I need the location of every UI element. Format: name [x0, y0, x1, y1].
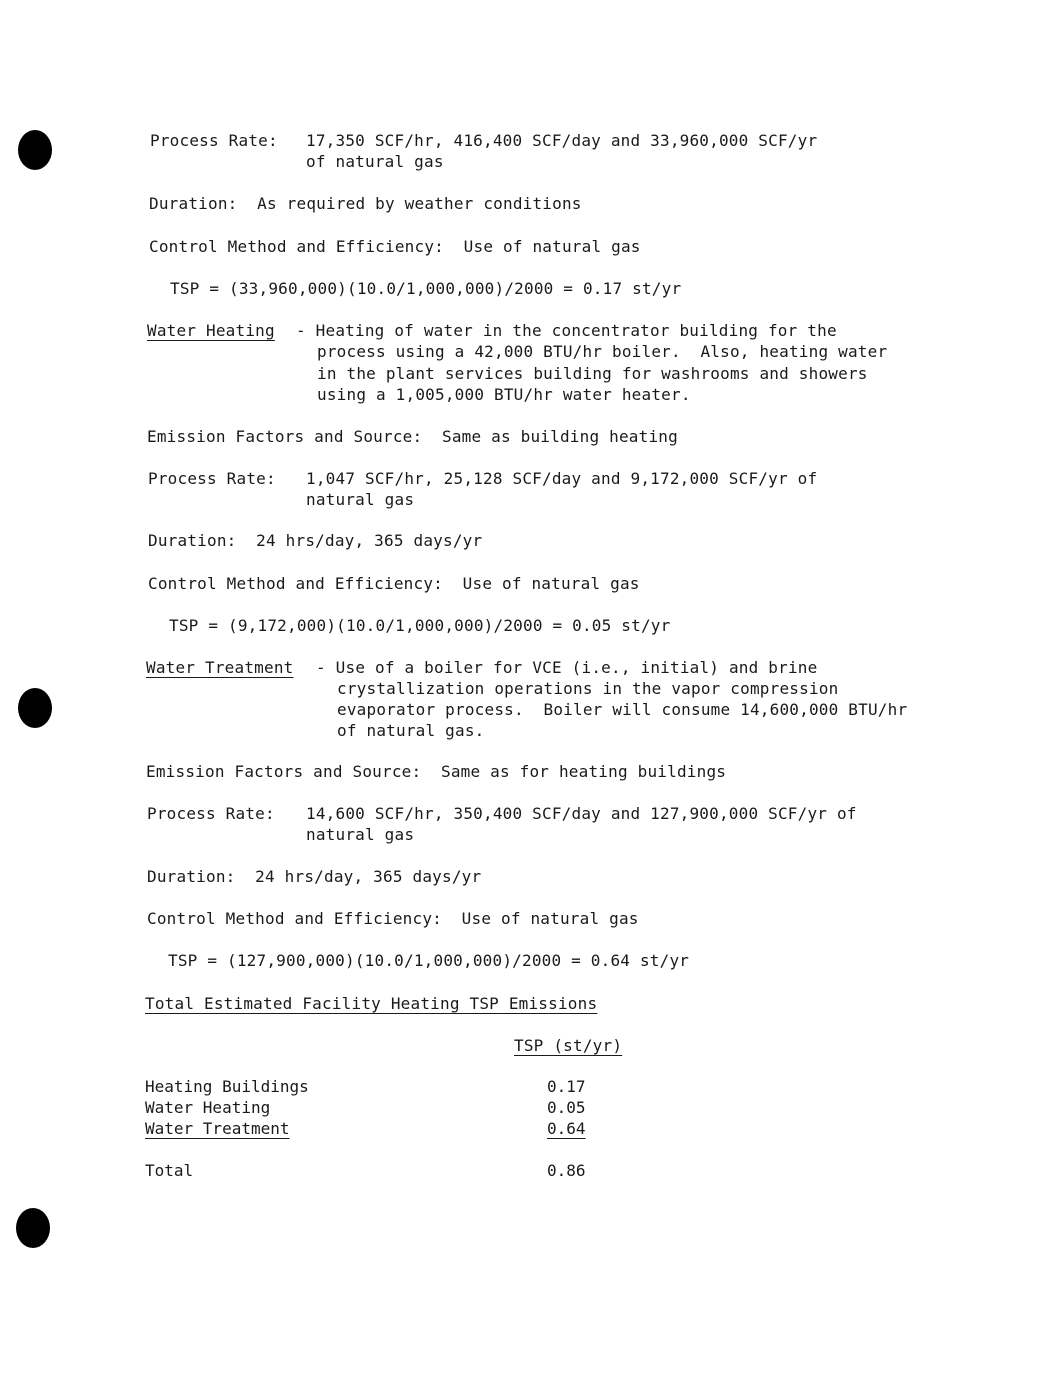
section-description: in the plant services building for washrooms and showers — [317, 364, 868, 383]
section-description: process using a 42,000 BTU/hr boiler. Also, heating water — [317, 342, 888, 361]
control-method-text: Control Method and Efficiency: Use of natural gas — [149, 237, 641, 256]
totals-row-value: 0.64 — [547, 1119, 586, 1138]
totals-row-value: 0.17 — [547, 1077, 586, 1096]
process-rate-text: 14,600 SCF/hr, 350,400 SCF/day and 127,900,000 SCF/yr of — [306, 804, 857, 823]
tsp-equation: TSP = (33,960,000)(10.0/1,000,000)/2000 = 0.17 st/yr — [170, 279, 682, 298]
section-description: - Heating of water in the concentrator building for the — [296, 321, 837, 340]
control-method-text: Control Method and Efficiency: Use of natural gas — [148, 574, 640, 593]
process-rate-text: of natural gas — [306, 152, 444, 171]
section-description: evaporator process. Boiler will consume 14,600,000 BTU/hr — [337, 700, 908, 719]
totals-total-value: 0.86 — [547, 1161, 586, 1180]
tsp-equation: TSP = (9,172,000)(10.0/1,000,000)/2000 = 0.05 st/yr — [169, 616, 671, 635]
duration-text: Duration: 24 hrs/day, 365 days/yr — [147, 867, 482, 886]
section-description: - Use of a boiler for VCE (i.e., initial) and brine — [316, 658, 818, 677]
totals-row-label: Water Heating — [145, 1098, 271, 1117]
totals-total-label: Total — [145, 1161, 194, 1180]
duration-text: Duration: 24 hrs/day, 365 days/yr — [148, 531, 483, 550]
totals-heading: Total Estimated Facility Heating TSP Emissions — [145, 994, 598, 1013]
punch-hole-top — [18, 130, 52, 170]
section-heading-water-treatment: Water Treatment — [146, 658, 294, 677]
process-rate-text: natural gas — [306, 490, 415, 509]
totals-row-label: Heating Buildings — [145, 1077, 309, 1096]
totals-column-header: TSP (st/yr) — [514, 1036, 623, 1055]
totals-row-label: Water Treatment — [145, 1119, 290, 1138]
process-rate-text: natural gas — [306, 825, 415, 844]
emission-factors-text: Emission Factors and Source: Same as building heating — [147, 427, 678, 446]
section-description: of natural gas. — [337, 721, 485, 740]
process-rate-label: Process Rate: — [147, 804, 275, 823]
emission-factors-text: Emission Factors and Source: Same as for heating buildings — [146, 762, 727, 781]
process-rate-label: Process Rate: — [150, 131, 278, 150]
section-description: using a 1,005,000 BTU/hr water heater. — [317, 385, 691, 404]
punch-hole-middle — [18, 688, 52, 728]
punch-hole-bottom — [16, 1208, 50, 1248]
tsp-equation: TSP = (127,900,000)(10.0/1,000,000)/2000 = 0.64 st/yr — [168, 951, 690, 970]
section-description: crystallization operations in the vapor compression — [337, 679, 839, 698]
process-rate-text: 17,350 SCF/hr, 416,400 SCF/day and 33,960,000 SCF/yr — [306, 131, 818, 150]
control-method-text: Control Method and Efficiency: Use of natural gas — [147, 909, 639, 928]
process-rate-text: 1,047 SCF/hr, 25,128 SCF/day and 9,172,000 SCF/yr of — [306, 469, 818, 488]
duration-text: Duration: As required by weather conditions — [149, 194, 582, 213]
process-rate-label: Process Rate: — [148, 469, 276, 488]
section-heading-water-heating: Water Heating — [147, 321, 275, 340]
totals-row-value: 0.05 — [547, 1098, 586, 1117]
